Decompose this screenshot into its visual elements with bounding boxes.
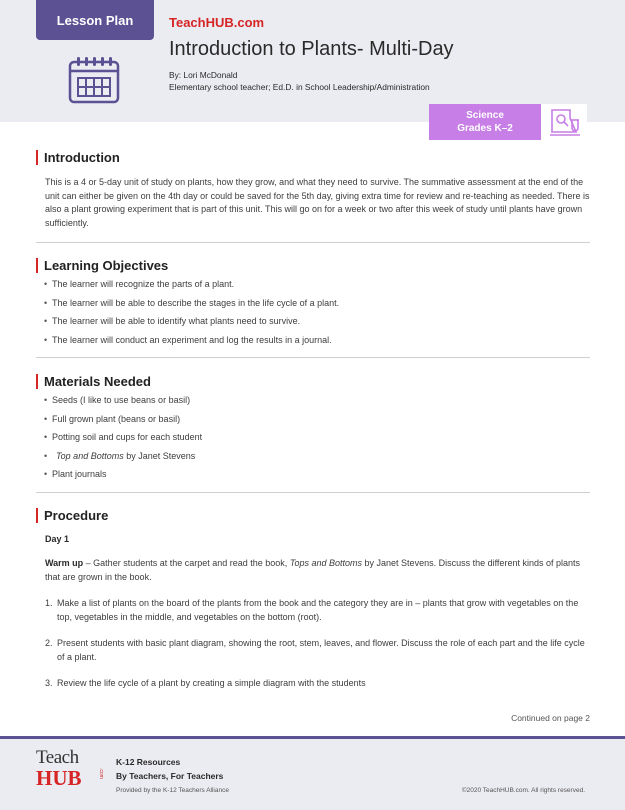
list-item: • The learner will be able to describe the stages in the life cycle of a plant. bbox=[36, 294, 590, 313]
objectives-list bbox=[36, 275, 590, 349]
lesson-plan-tab[interactable]: Lesson Plan bbox=[36, 0, 154, 40]
book-author: by Janet Stevens bbox=[123, 450, 196, 461]
warmup-text: – Gather students at the carpet and read the book, bbox=[83, 558, 290, 568]
subject-label: Science bbox=[466, 110, 504, 121]
calendar-icon bbox=[68, 56, 120, 104]
introduction-section bbox=[36, 150, 590, 230]
brand-url[interactable]: TeachHUB.com bbox=[169, 15, 265, 30]
warmup-text-end: by Janet Stevens. Discuss the different kinds of plants that are grown in the book. bbox=[45, 558, 580, 582]
logo-hub: HUB bbox=[36, 766, 82, 790]
warmup-paragraph bbox=[45, 556, 590, 584]
logo-teach: Teach bbox=[36, 747, 79, 768]
procedure-step bbox=[45, 676, 590, 690]
divider bbox=[36, 242, 590, 243]
objectives-heading: Learning Objectives bbox=[36, 258, 590, 273]
teachhub-logo[interactable] bbox=[36, 748, 106, 798]
procedure-step bbox=[45, 636, 590, 664]
procedure-steps bbox=[45, 596, 590, 690]
list-item: • The learner will be able to identify what plants need to survive. bbox=[36, 312, 590, 331]
step-number: 3. bbox=[45, 678, 53, 688]
materials-section bbox=[36, 374, 590, 484]
list-item: • The learner will conduct an experiment and log the results in a journal. bbox=[36, 331, 590, 350]
grades-label: Grades K–2 bbox=[457, 123, 513, 134]
footer-tagline: By Teachers, For Teachers bbox=[116, 771, 224, 781]
byline bbox=[169, 69, 430, 93]
divider bbox=[36, 492, 590, 493]
subject-badge bbox=[429, 104, 541, 140]
warmup-book: Tops and Bottoms bbox=[289, 558, 363, 568]
introduction-body: This is a 4 or 5-day unit of study on plants, how they grow, and what they need to survive. The summative assessment at the end of the unit can either be given on the 4th day or could be saved for the 5th day, giving extra time for review and re-teaching as needed. There is also a plant growing experiment that is part of this unit. This will go on for a week or two after this week of study until plants have grown sufficiently. bbox=[45, 177, 590, 228]
objectives-section bbox=[36, 258, 590, 349]
author-bio: Elementary school teacher; Ed.D. in School Leadership/Administration bbox=[169, 82, 430, 92]
list-item: • The learner will recognize the parts of a plant. bbox=[36, 275, 590, 294]
footer-tagline: K-12 Resources bbox=[116, 757, 181, 767]
step-text: Present students with basic plant diagram, showing the root, stem, leaves, and flower. Discuss the role of each part and the life cycle of a plant. bbox=[57, 638, 585, 662]
footer-provided: Provided by the K-12 Teachers Alliance bbox=[116, 787, 229, 794]
procedure-section bbox=[36, 508, 590, 523]
materials-list bbox=[36, 391, 590, 484]
procedure-step bbox=[45, 596, 590, 624]
procedure-day-label: Day 1 bbox=[45, 534, 70, 544]
list-item: • Full grown plant (beans or basil) bbox=[36, 410, 590, 429]
science-lab-icon bbox=[548, 106, 582, 138]
procedure-heading: Procedure bbox=[36, 508, 590, 523]
step-number: 1. bbox=[45, 598, 53, 608]
introduction-heading: Introduction bbox=[36, 150, 590, 165]
list-item: • Plant journals bbox=[36, 465, 590, 484]
step-text: Make a list of plants on the board of the plants from the book and the category they are in – plants that grow with vegetables on the top, vegetables in the middle, and vegetables on the bottom (root). bbox=[57, 598, 579, 622]
warmup-label: Warm up bbox=[45, 558, 84, 568]
materials-heading: Materials Needed bbox=[36, 374, 590, 389]
divider bbox=[36, 357, 590, 358]
step-number: 2. bbox=[45, 638, 53, 648]
list-item bbox=[36, 447, 590, 466]
list-item: • Seeds (I like to use beans or basil) bbox=[36, 391, 590, 410]
author-name: By: Lori McDonald bbox=[169, 70, 238, 80]
continued-note: Continued on page 2 bbox=[511, 713, 590, 723]
copyright: ©2020 TeachHUB.com. All rights reserved. bbox=[461, 787, 585, 794]
list-item: • Potting soil and cups for each student bbox=[36, 428, 590, 447]
step-text: Review the life cycle of a plant by creating a simple diagram with the students bbox=[57, 678, 366, 688]
book-title: Top and Bottoms bbox=[56, 450, 124, 461]
logo-com: .com bbox=[98, 768, 104, 779]
page-title: Introduction to Plants- Multi-Day bbox=[169, 38, 454, 60]
